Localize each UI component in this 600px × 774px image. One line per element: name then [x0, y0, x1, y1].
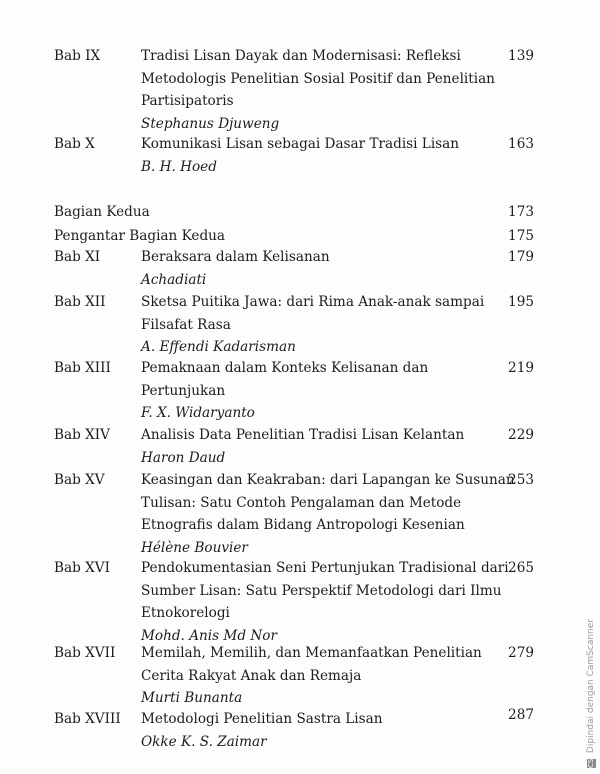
page-number: 179: [508, 249, 534, 265]
chapter-title-line: Pendokumentasian Seni Pertunjukan Tradisional dari: [141, 560, 509, 576]
watermark-text: Dipindai dengan CamScanner: [586, 619, 596, 754]
chapter-body: [141, 357, 491, 425]
scanner-watermark: [586, 619, 596, 768]
chapter-title-line: Filsafat Rasa: [141, 316, 231, 333]
chapter-number: Bab XIII: [54, 360, 111, 376]
chapter-title-line: Sumber Lisan: Satu Perspektif Metodologi dari Ilmu: [141, 582, 502, 599]
chapter-body: [141, 642, 491, 710]
intro-label: Pengantar Bagian Kedua: [54, 228, 226, 244]
page-number: 253: [508, 472, 534, 488]
chapter-title-line: Partisipatoris: [141, 93, 234, 109]
chapter-author: Okke K. S. Zaimar: [141, 733, 267, 750]
page-number: 279: [508, 645, 534, 661]
chapter-number: Bab XII: [54, 294, 106, 310]
chapter-author: Haron Daud: [141, 449, 226, 466]
chapter-number: Bab XV: [54, 472, 105, 488]
chapter-author: A. Effendi Kadarisman: [141, 339, 296, 355]
chapter-title-line: Tulisan: Satu Contoh Pengalaman dan Metode: [141, 494, 462, 511]
part-intro: [54, 225, 534, 248]
part-label: Bagian Kedua: [54, 204, 150, 220]
chapter-title-line: Beraksara dalam Kelisanan: [141, 249, 330, 265]
chapter-author: B. H. Hoed: [141, 158, 217, 175]
page-number: 139: [508, 48, 534, 64]
chapter-number: Bab XVII: [54, 645, 116, 661]
chapter-author: Hélène Bouvier: [141, 539, 248, 556]
chapter-author: Stephanus Djuweng: [141, 115, 280, 132]
page-number: 219: [508, 360, 534, 376]
chapter-title-line: Memilah, Memilih, dan Memanfaatkan Penelitian: [141, 645, 482, 661]
chapter-body: [141, 708, 491, 753]
chapter-body: [141, 291, 491, 359]
page-number: 195: [508, 294, 534, 310]
chapter-title-line: Pemaknaan dalam Konteks Kelisanan dan: [141, 360, 429, 376]
chapter-number: Bab XVIII: [54, 711, 121, 727]
chapter-title-line: Metodologi Penelitian Sastra Lisan: [141, 711, 383, 727]
chapter-title-line: Sketsa Puitika Jawa: dari Rima Anak-anak sampai: [141, 294, 485, 310]
chapter-author: F. X. Widaryanto: [141, 405, 255, 421]
chapter-body: [141, 424, 491, 469]
chapter-body: [141, 557, 509, 647]
chapter-title-line: Etnografis dalam Bidang Antropologi Kesenian: [141, 517, 465, 533]
chapter-body: [141, 469, 515, 559]
chapter-title-line: Komunikasi Lisan sebagai Dasar Tradisi Lisan: [141, 136, 460, 152]
page-number: 173: [508, 204, 534, 220]
chapter-author: Achadiati: [141, 271, 207, 288]
chapter-title-line: Cerita Rakyat Anak dan Remaja: [141, 667, 362, 684]
chapter-title-line: Metodologis Penelitian Sosial Positif dan Penelitian: [141, 70, 495, 87]
camscanner-badge-icon: CS: [587, 758, 595, 768]
page-number: 229: [508, 427, 534, 443]
chapter-body: [141, 133, 491, 178]
chapter-number: Bab XVI: [54, 560, 110, 576]
page-number: 287: [508, 707, 534, 723]
chapter-number: Bab X: [54, 136, 95, 152]
chapter-body: [141, 45, 495, 135]
chapter-title-line: Keasingan dan Keakraban: dari Lapangan ke Susunan: [141, 472, 515, 488]
chapter-title-line: Analisis Data Penelitian Tradisi Lisan Kelantan: [141, 427, 465, 443]
chapter-title-line: Etnokorelogi: [141, 605, 230, 621]
chapter-author: Mohd. Anis Md Nor: [141, 627, 277, 644]
page-number: 265: [508, 560, 534, 576]
chapter-number: Bab IX: [54, 48, 101, 64]
page-number: 163: [508, 136, 534, 152]
chapter-number: Bab XIV: [54, 427, 110, 443]
chapter-author: Murti Bunanta: [141, 690, 243, 706]
chapter-title-line: Pertunjukan: [141, 382, 226, 399]
chapter-title-line: Tradisi Lisan Dayak dan Modernisasi: Refleksi: [141, 48, 461, 64]
chapter-body: [141, 246, 491, 291]
chapter-number: Bab XI: [54, 249, 101, 265]
part-heading: [54, 201, 534, 224]
page-number: 175: [508, 228, 534, 244]
